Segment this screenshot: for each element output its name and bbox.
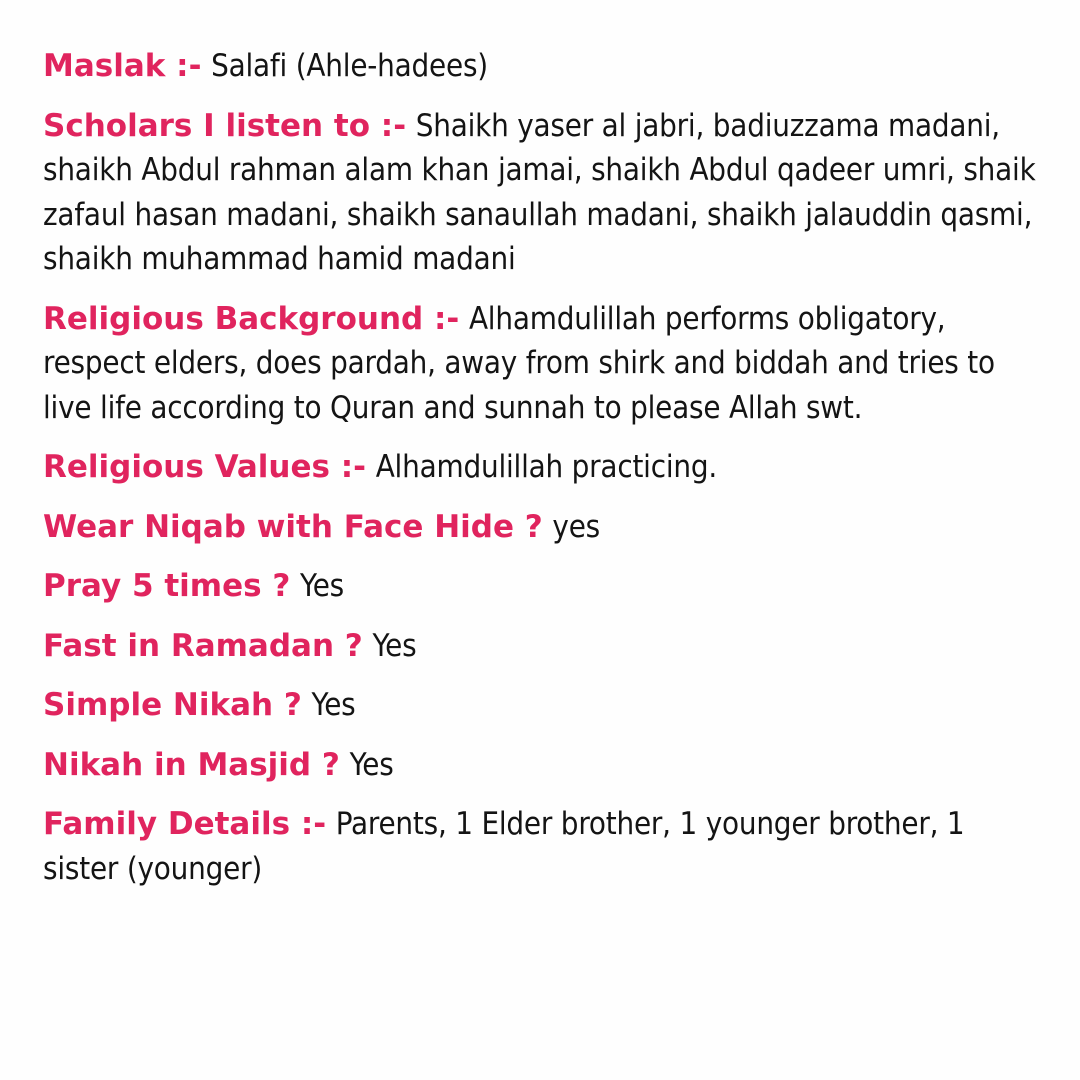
niqab-label: Wear Niqab with Face Hide ?: [43, 508, 543, 545]
family-details-label: Family Details :-: [43, 806, 327, 842]
religious-values-row: [43, 445, 1040, 490]
maslak-row: [43, 44, 1040, 89]
pray-value: Yes: [300, 568, 345, 604]
pray-label: Pray 5 times ?: [43, 568, 291, 604]
scholars-row: [43, 104, 1040, 282]
simple-nikah-label: Simple Nikah ?: [43, 687, 302, 723]
fast-row: [43, 624, 1040, 669]
maslak-value: Salafi (Ahle-hadees): [211, 48, 488, 84]
religious-background-label: Religious Background :-: [43, 300, 460, 337]
family-details-row: [43, 802, 1040, 891]
simple-nikah-value: Yes: [311, 687, 356, 723]
nikah-masjid-label: Nikah in Masjid ?: [43, 746, 340, 783]
religious-values-label: Religious Values :-: [43, 449, 367, 485]
scholars-value: Shaikh yaser al jabri, badiuzzama madani, shaikh Abdul rahman alam khan jamai, shaikh Abdul qadeer umri, shaik zafaul hasan madani, shaikh sanaullah madani, shaikh jalauddin qasmi, shaikh muhammad hamid madani: [43, 107, 1036, 277]
religious-background-value: Alhamdulillah performs obligatory, respect elders, does pardah, away from shirk and biddah and tries to live life according to Quran and sunnah to please Allah swt.: [43, 300, 995, 426]
fast-value: Yes: [372, 627, 417, 664]
nikah-masjid-value: Yes: [349, 746, 394, 783]
pray-row: [43, 564, 1040, 609]
scholars-label: Scholars I listen to :-: [43, 107, 407, 144]
religious-values-value: Alhamdulillah practicing.: [375, 449, 718, 485]
simple-nikah-row: [43, 683, 1040, 728]
religious-background-row: [43, 297, 1040, 431]
nikah-masjid-row: [43, 743, 1040, 788]
family-details-value: Parents, 1 Elder brother, 1 younger brother, 1 sister (younger): [43, 806, 965, 887]
niqab-row: [43, 505, 1040, 550]
fast-label: Fast in Ramadan ?: [43, 627, 363, 664]
maslak-label: Maslak :-: [43, 48, 202, 84]
niqab-value: yes: [552, 508, 601, 545]
